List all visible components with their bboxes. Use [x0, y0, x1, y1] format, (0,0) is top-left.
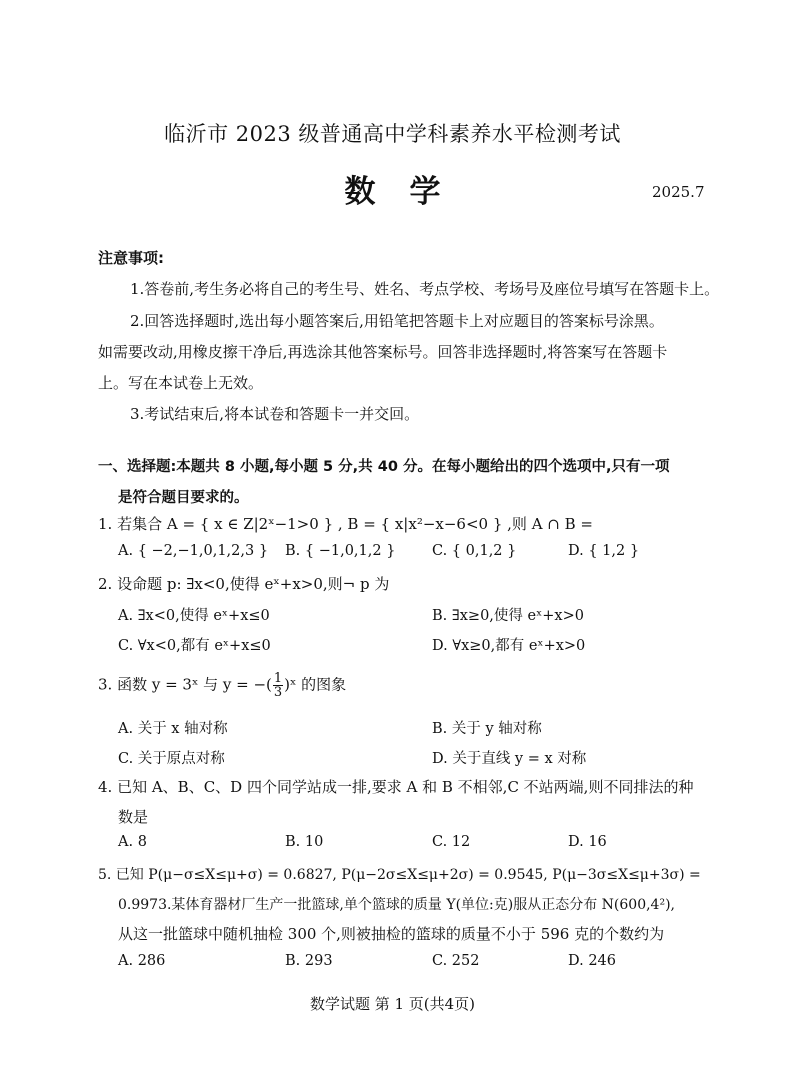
- question-5-stem-line-2: 0.9973.某体育器材厂生产一批篮球,单个篮球的质量 Y(单位:克)服从正态分布 N(600,4²),: [118, 897, 675, 913]
- question-1-option-a: A. { −2,−1,0,1,2,3 }: [118, 543, 269, 559]
- question-4-option-b: B. 10: [285, 834, 324, 850]
- notice-heading: 注意事项:: [98, 249, 164, 267]
- exam-date: 2025.7: [652, 183, 705, 201]
- notice-item-2-line-3: 上。写在本试卷上无效。: [98, 374, 264, 392]
- question-3-option-c: C. 关于原点对称: [118, 751, 225, 767]
- question-3-stem: [98, 672, 346, 699]
- notice-item-1: 1.答卷前,考生务必将自己的考生号、姓名、考点学校、考场号及座位号填写在答题卡上。: [130, 280, 720, 298]
- fraction-denominator: 3: [273, 685, 283, 700]
- notice-item-2-line-1: 2.回答选择题时,选出每小题答案后,用铅笔把答题卡上对应题目的答案标号涂黑。: [130, 312, 664, 330]
- question-1-option-d: D. { 1,2 }: [568, 543, 640, 559]
- question-1-option-c: C. { 0,1,2 }: [432, 543, 517, 559]
- question-5-stem-line-1: 5. 已知 P(μ−σ≤X≤μ+σ) = 0.6827, P(μ−2σ≤X≤μ+2σ) = 0.9545, P(μ−3σ≤X≤μ+3σ) =: [98, 867, 701, 883]
- question-2-stem: 2. 设命题 p: ∃x<0,使得 eˣ+x>0,则¬ p 为: [98, 575, 390, 593]
- question-2-option-d: D. ∀x≥0,都有 eˣ+x>0: [432, 638, 586, 654]
- notice-item-3: 3.考试结束后,将本试卷和答题卡一并交回。: [130, 405, 420, 423]
- question-2-option-c: C. ∀x<0,都有 eˣ+x≤0: [118, 638, 271, 654]
- page-footer: 数学试题 第 1 页(共4页): [309, 995, 476, 1013]
- question-5-option-b: B. 293: [285, 953, 333, 969]
- question-4-stem-line-2: 数是: [118, 808, 149, 826]
- question-2-option-a: A. ∃x<0,使得 eˣ+x≤0: [118, 608, 270, 624]
- question-5-option-c: C. 252: [432, 953, 480, 969]
- question-1-option-b: B. { −1,0,1,2 }: [285, 543, 396, 559]
- fraction-one-third: [273, 672, 283, 699]
- exam-title: 临沂市 2023 级普通高中学科素养水平检测考试: [164, 122, 621, 146]
- question-5-stem-line-3: 从这一批篮球中随机抽检 300 个,则被抽检的篮球的质量不小于 596 克的个数约为: [118, 925, 665, 943]
- question-5-option-d: D. 246: [568, 953, 617, 969]
- question-3-option-d: D. 关于直线 y = x 对称: [432, 751, 587, 767]
- subject-title: 数学: [344, 174, 475, 210]
- section-heading-line-1: 一、选择题:本题共 8 小题,每小题 5 分,共 40 分。在每小题给出的四个选项中,只有一项: [98, 459, 670, 475]
- question-3-option-a: A. 关于 x 轴对称: [118, 721, 228, 737]
- question-5-option-a: A. 286: [118, 953, 166, 969]
- question-3-stem-before: 3. 函数 y = 3ˣ 与 y = −(: [98, 675, 272, 694]
- question-3-stem-after: )ˣ 的图象: [284, 675, 347, 694]
- question-1-stem: 1. 若集合 A = { x ∈ Z|2ˣ−1>0 } , B = { x|x²−x−6<0 } ,则 A ∩ B =: [98, 515, 594, 533]
- fraction-numerator: 1: [273, 671, 283, 686]
- question-4-option-c: C. 12: [432, 834, 471, 850]
- question-3-option-b: B. 关于 y 轴对称: [432, 721, 542, 737]
- question-4-stem-line-1: 4. 已知 A、B、C、D 四个同学站成一排,要求 A 和 B 不相邻,C 不站两端,则不同排法的种: [98, 778, 694, 796]
- question-2-option-b: B. ∃x≥0,使得 eˣ+x>0: [432, 608, 584, 624]
- question-4-option-a: A. 8: [118, 834, 147, 850]
- section-heading-line-2: 是符合题目要求的。: [118, 490, 249, 506]
- notice-item-2-line-2: 如需要改动,用橡皮擦干净后,再选涂其他答案标号。回答非选择题时,将答案写在答题卡: [98, 343, 668, 361]
- question-4-option-d: D. 16: [568, 834, 607, 850]
